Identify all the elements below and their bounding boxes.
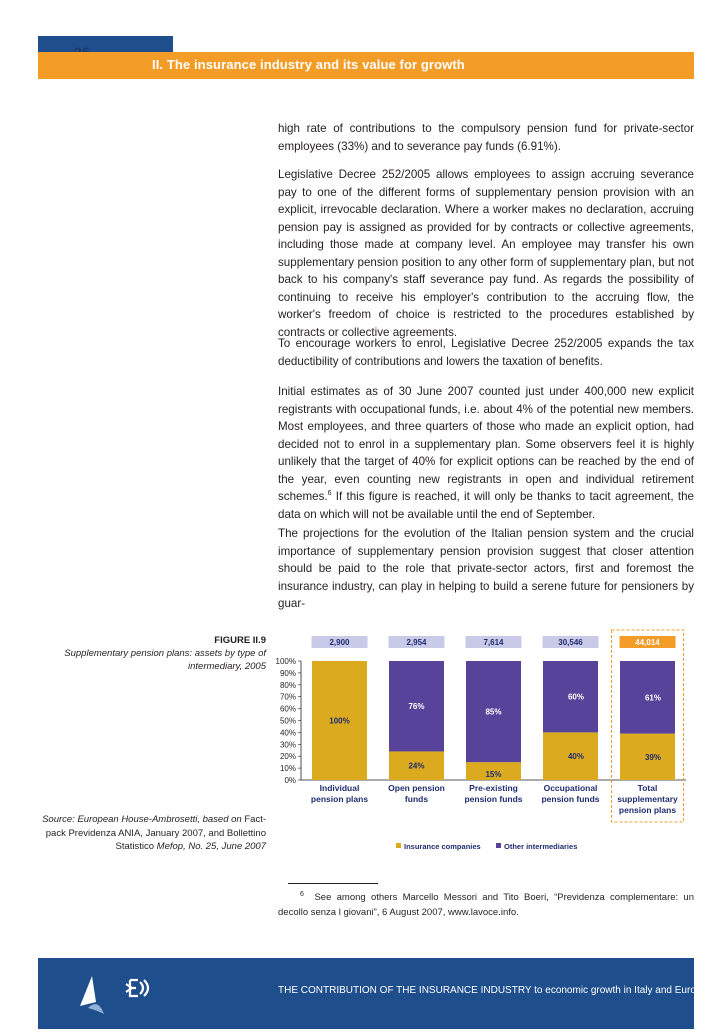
legend-swatch-other	[496, 843, 501, 848]
figure-source	[26, 813, 266, 854]
footnote-ref[interactable]: 6	[327, 490, 332, 498]
y-tick-label: 50%	[279, 716, 296, 726]
data-label: 39%	[644, 752, 662, 762]
footnote-number: 6	[300, 890, 304, 898]
source-italic-2: Mefop, No. 25, June 2007	[154, 841, 266, 852]
category-label: pension plans	[618, 805, 677, 815]
total-value: 2,900	[329, 638, 350, 647]
data-label: 24%	[408, 761, 425, 771]
figure-label: FIGURE II.9	[214, 635, 266, 646]
category-label: Individual	[319, 783, 360, 793]
category-label: pension funds	[541, 794, 600, 804]
category-label: Open pension	[388, 783, 445, 793]
chapter-title: II. The insurance industry and its value for growth	[152, 57, 465, 72]
data-label: 100%	[329, 716, 350, 726]
y-tick-label: 70%	[279, 692, 296, 702]
legend-swatch-insurance	[396, 843, 401, 848]
y-tick-label: 80%	[279, 680, 296, 690]
total-value: 2,954	[406, 638, 427, 647]
paragraph-4-text-a: Initial estimates as of 30 June 2007 counted just under 400,000 new explicit registrants with occupational funds, i.e. about 4% of the potential new members. Most employees, and three quarters of those who made an explicit option, had decided not to enrol in a supplementary plan. Some observers feel it is highly unlikely that the target of 40% for explicit options can be reached by the end of the year, even counting new registrants in open and individual retirement schemes.	[278, 385, 694, 503]
footnote-text: See among others Marcello Messori and Tito Boeri, “Previdenza complementare: un decollo senza l giovani”, 6 August 2007, www.lavoce.info.	[278, 892, 694, 918]
paragraph-3: To encourage workers to enrol, Legislative Decree 252/2005 expands the tax deductibility of contributions and lowers the taxation of benefits.	[278, 337, 694, 368]
data-label: 61%	[644, 693, 662, 703]
paragraph-2: Legislative Decree 252/2005 allows employees to assign accruing severance pay to one of the different forms of supplementary pension provision with an explicit, irrevocable declaration. Where a worker makes no declaration, accruing pension pay is assigned as provided for by contracts or collective agreements, including those made at company level. An employee may transfer his own supplementary pension position to any other form of supplementary plan, but not back to his company's staff severance pay fund. As regards the possibility of continuing to receive his employer's contribution to the accruing flow, the worker's freedom of choice is restricted to the procedures established by contracts or collective agreements.	[278, 168, 694, 339]
y-tick-label: 20%	[279, 752, 296, 762]
paragraph-5: The projections for the evolution of the Italian pension system and the crucial importance of supplementary pension provision suggest that closer attention should be paid to the role that private-sector actors, first and foremost the insurance industry, can play in helping to build a serene future for pensioners by guar-	[278, 527, 694, 610]
total-value: 7,614	[483, 638, 504, 647]
stacked-bar-chart	[268, 627, 698, 857]
figure-caption: Supplementary pension plans: assets by type of intermediary, 2005	[64, 648, 266, 672]
data-label: 15%	[485, 770, 502, 779]
footnote	[278, 890, 694, 920]
paragraph-4	[278, 383, 694, 523]
category-label: supplementary	[617, 794, 678, 804]
sail-logo-icon	[80, 976, 104, 1014]
logos	[38, 958, 168, 1029]
header-tab	[38, 36, 173, 52]
y-tick-label: 10%	[279, 764, 296, 774]
data-label: 40%	[567, 752, 585, 762]
legend-label-other: Other intermediaries	[504, 842, 578, 851]
y-tick-label: 30%	[279, 740, 296, 750]
data-label: 85%	[485, 707, 502, 717]
category-label: Total	[637, 783, 658, 793]
footnote-rule	[288, 883, 378, 884]
total-value: 30,546	[558, 638, 583, 647]
data-label: 76%	[408, 702, 425, 712]
y-tick-label: 90%	[279, 668, 296, 678]
y-tick-label: 60%	[279, 704, 296, 714]
y-tick-label: 0%	[284, 776, 296, 785]
y-tick-label: 40%	[279, 728, 296, 738]
footer-title: THE CONTRIBUTION OF THE INSURANCE INDUSTRY to economic growth in Italy and Europe	[278, 985, 708, 996]
data-label: 60%	[567, 692, 585, 702]
source-italic-1: Source: European House-Ambrosetti, based on	[42, 814, 245, 825]
category-label: Pre-existing	[469, 783, 518, 793]
total-value: 44,014	[635, 638, 660, 647]
category-label: Occupational	[543, 783, 598, 793]
cea-logo-icon	[126, 980, 148, 996]
category-label: funds	[404, 794, 429, 804]
paragraph-4-text-b: If this figure is reached, it will only be thanks to tacit agreement, the data on which will not be available until the end of September.	[278, 490, 694, 521]
legend-label-insurance: Insurance companies	[404, 842, 481, 851]
paragraph-1: high rate of contributions to the compulsory pension fund for private-sector employees (33%) and to severance pay funds (6.91%).	[278, 122, 694, 153]
category-label: pension funds	[464, 794, 523, 804]
category-label: pension plans	[310, 794, 369, 804]
source-normal-1: Fact-pack Previdenza ANIA, January 2007, and Bollettino Statistico	[45, 814, 266, 852]
y-tick-label: 100%	[275, 657, 296, 666]
